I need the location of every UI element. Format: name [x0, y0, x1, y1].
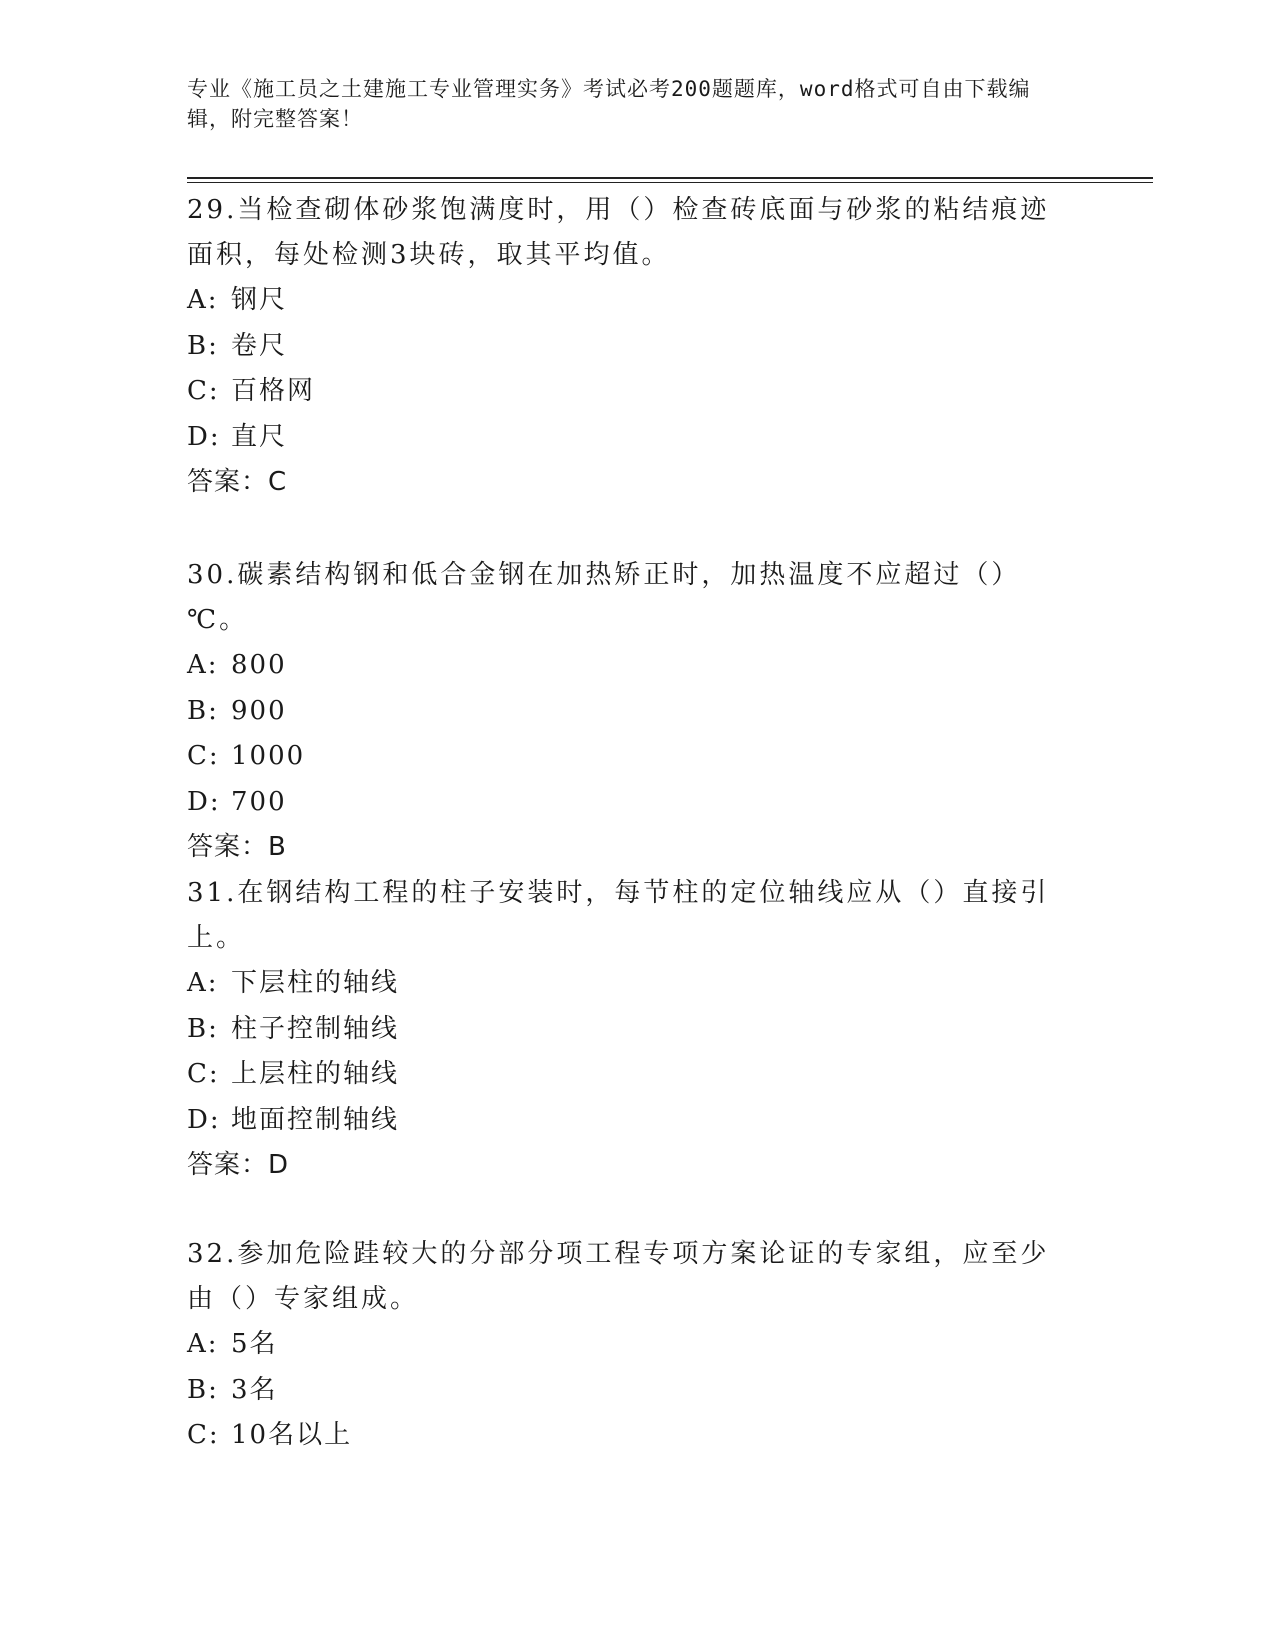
- option-label: D:: [187, 421, 221, 452]
- option-text: 700: [231, 786, 287, 817]
- option-a: [187, 961, 1067, 1007]
- option-a: [187, 643, 1067, 689]
- option-label: A:: [187, 285, 219, 315]
- question-29: [187, 188, 1067, 505]
- option-label: C:: [187, 1420, 220, 1450]
- option-d: [187, 780, 1067, 826]
- option-label: C:: [187, 741, 220, 771]
- option-text: 钢尺: [231, 285, 288, 315]
- option-label: C:: [187, 1059, 220, 1089]
- option-b: [187, 689, 1067, 735]
- question-stem: 31.在钢结构工程的柱子安装时，每节柱的定位轴线应从（）直接引上。: [187, 878, 1050, 953]
- question-stem: 32.参加危险跬较大的分部分项工程专项方案论证的专家组，应至少由（）专家组成。: [187, 1239, 1050, 1314]
- option-text: 百格网: [231, 376, 316, 406]
- option-label: C:: [187, 376, 220, 406]
- option-b: [187, 1007, 1067, 1053]
- header-divider-thin: [187, 182, 1153, 183]
- option-label: B:: [187, 330, 219, 361]
- option-c: [187, 369, 1067, 415]
- answer-line: 答案：C: [187, 467, 288, 497]
- option-label: B:: [187, 1013, 219, 1044]
- option-b: [187, 324, 1067, 370]
- option-text: 800: [231, 650, 287, 680]
- option-text: 900: [231, 695, 287, 726]
- option-label: D:: [187, 1104, 221, 1135]
- option-label: B:: [187, 1374, 219, 1405]
- option-text: 3名: [231, 1374, 278, 1405]
- option-text: 5名: [231, 1329, 278, 1359]
- option-c: [187, 1052, 1067, 1098]
- option-text: 上层柱的轴线: [231, 1059, 400, 1089]
- option-b: [187, 1368, 1067, 1414]
- header-divider-thick: [187, 177, 1153, 179]
- option-a: [187, 1322, 1067, 1368]
- option-text: 直尺: [231, 421, 288, 452]
- option-text: 卷尺: [231, 330, 288, 361]
- question-32: [187, 1232, 1067, 1459]
- option-label: B:: [187, 695, 219, 726]
- option-d: [187, 415, 1067, 461]
- document-header: 专业《施工员之土建施工专业管理实务》考试必考200题题库，word格式可自由下载编辑，附完整答案！: [187, 77, 1031, 131]
- option-text: 10名以上: [231, 1420, 353, 1450]
- option-d: [187, 1098, 1067, 1144]
- question-stem: 29.当检查砌体砂浆饱满度时，用（）检查砖底面与砂浆的粘结痕迹面积，每处检测3块砖，取其平均值。: [187, 195, 1050, 270]
- option-c: [187, 734, 1067, 780]
- option-text: 地面控制轴线: [231, 1104, 400, 1135]
- question-stem: 30.碳素结构钢和低合金钢在加热矫正时，加热温度不应超过（）℃。: [187, 560, 1021, 635]
- option-text: 柱子控制轴线: [231, 1013, 400, 1044]
- option-c: [187, 1413, 1067, 1459]
- option-text: 下层柱的轴线: [231, 968, 400, 998]
- question-30: [187, 553, 1067, 870]
- option-label: D:: [187, 786, 221, 817]
- option-label: A:: [187, 1329, 219, 1359]
- option-text: 1000: [231, 741, 306, 771]
- option-label: A:: [187, 968, 219, 998]
- option-label: A:: [187, 650, 219, 680]
- answer-line: 答案：D: [187, 1150, 290, 1180]
- option-a: [187, 278, 1067, 324]
- question-31: [187, 871, 1067, 1188]
- answer-line: 答案：B: [187, 832, 287, 862]
